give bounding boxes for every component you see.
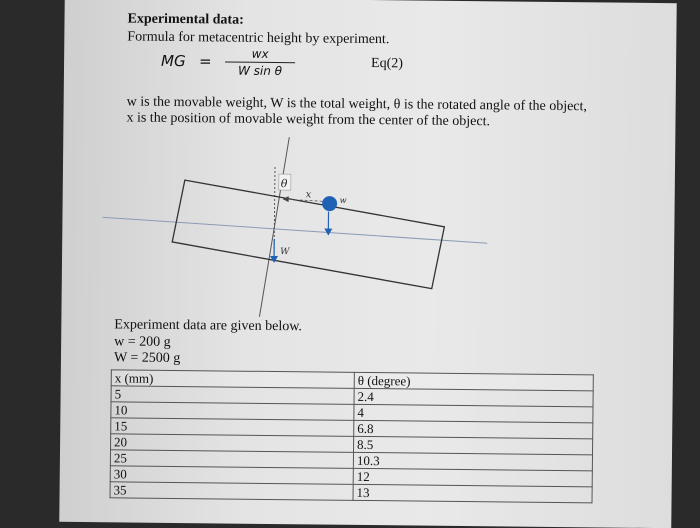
W-label: W [280,247,290,257]
description-line-1: w is the movable weight, W is the total weight, θ is the rotated angle of the object, [127,94,587,115]
formula-lhs: MG [161,52,186,70]
cell-theta: 10.3 [353,452,592,471]
tilted-object-diagram [101,127,503,321]
experiment-intro: Experiment data are given below. [114,317,302,335]
cell-theta: 2.4 [354,388,593,407]
cell-x: 25 [110,450,353,469]
cell-x: 15 [111,418,354,437]
document-page [59,0,676,528]
cell-theta: 4 [354,404,593,423]
header-x: x (mm) [111,370,354,389]
header-theta: θ (degree) [354,372,593,391]
x-arrowhead-icon [283,196,289,202]
movable-weight-value: w = 200 g [114,334,171,351]
cell-x: 5 [111,386,354,405]
cell-x: 30 [110,466,353,485]
cell-theta: 6.8 [354,420,593,439]
cell-theta: 8.5 [354,436,593,455]
formula-fraction [221,46,299,78]
formula-equals: = [199,52,212,70]
cell-theta: 12 [353,468,592,487]
experiment-data-table [110,369,594,503]
total-weight-value: W = 2500 g [114,350,181,367]
cell-x: 35 [110,482,353,501]
metacentric-height-formula [161,44,421,87]
w-label: w [340,196,347,205]
equation-tag: Eq(2) [371,56,403,72]
formula-denominator: W sin θ [221,63,299,78]
movable-weight-icon [322,196,337,211]
horizontal-waterline [102,217,487,243]
cell-x: 20 [111,434,354,453]
formula-numerator: wx [221,46,299,61]
cell-theta: 13 [353,484,592,503]
formula-caption: Formula for metacentric height by experiment. [127,29,389,48]
theta-label: θ [281,177,288,190]
heading: Experimental data: [127,11,243,28]
description-line-2: x is the position of movable weight from the center of the object. [126,110,490,130]
x-label: x [306,189,312,200]
cell-x: 10 [111,402,354,421]
